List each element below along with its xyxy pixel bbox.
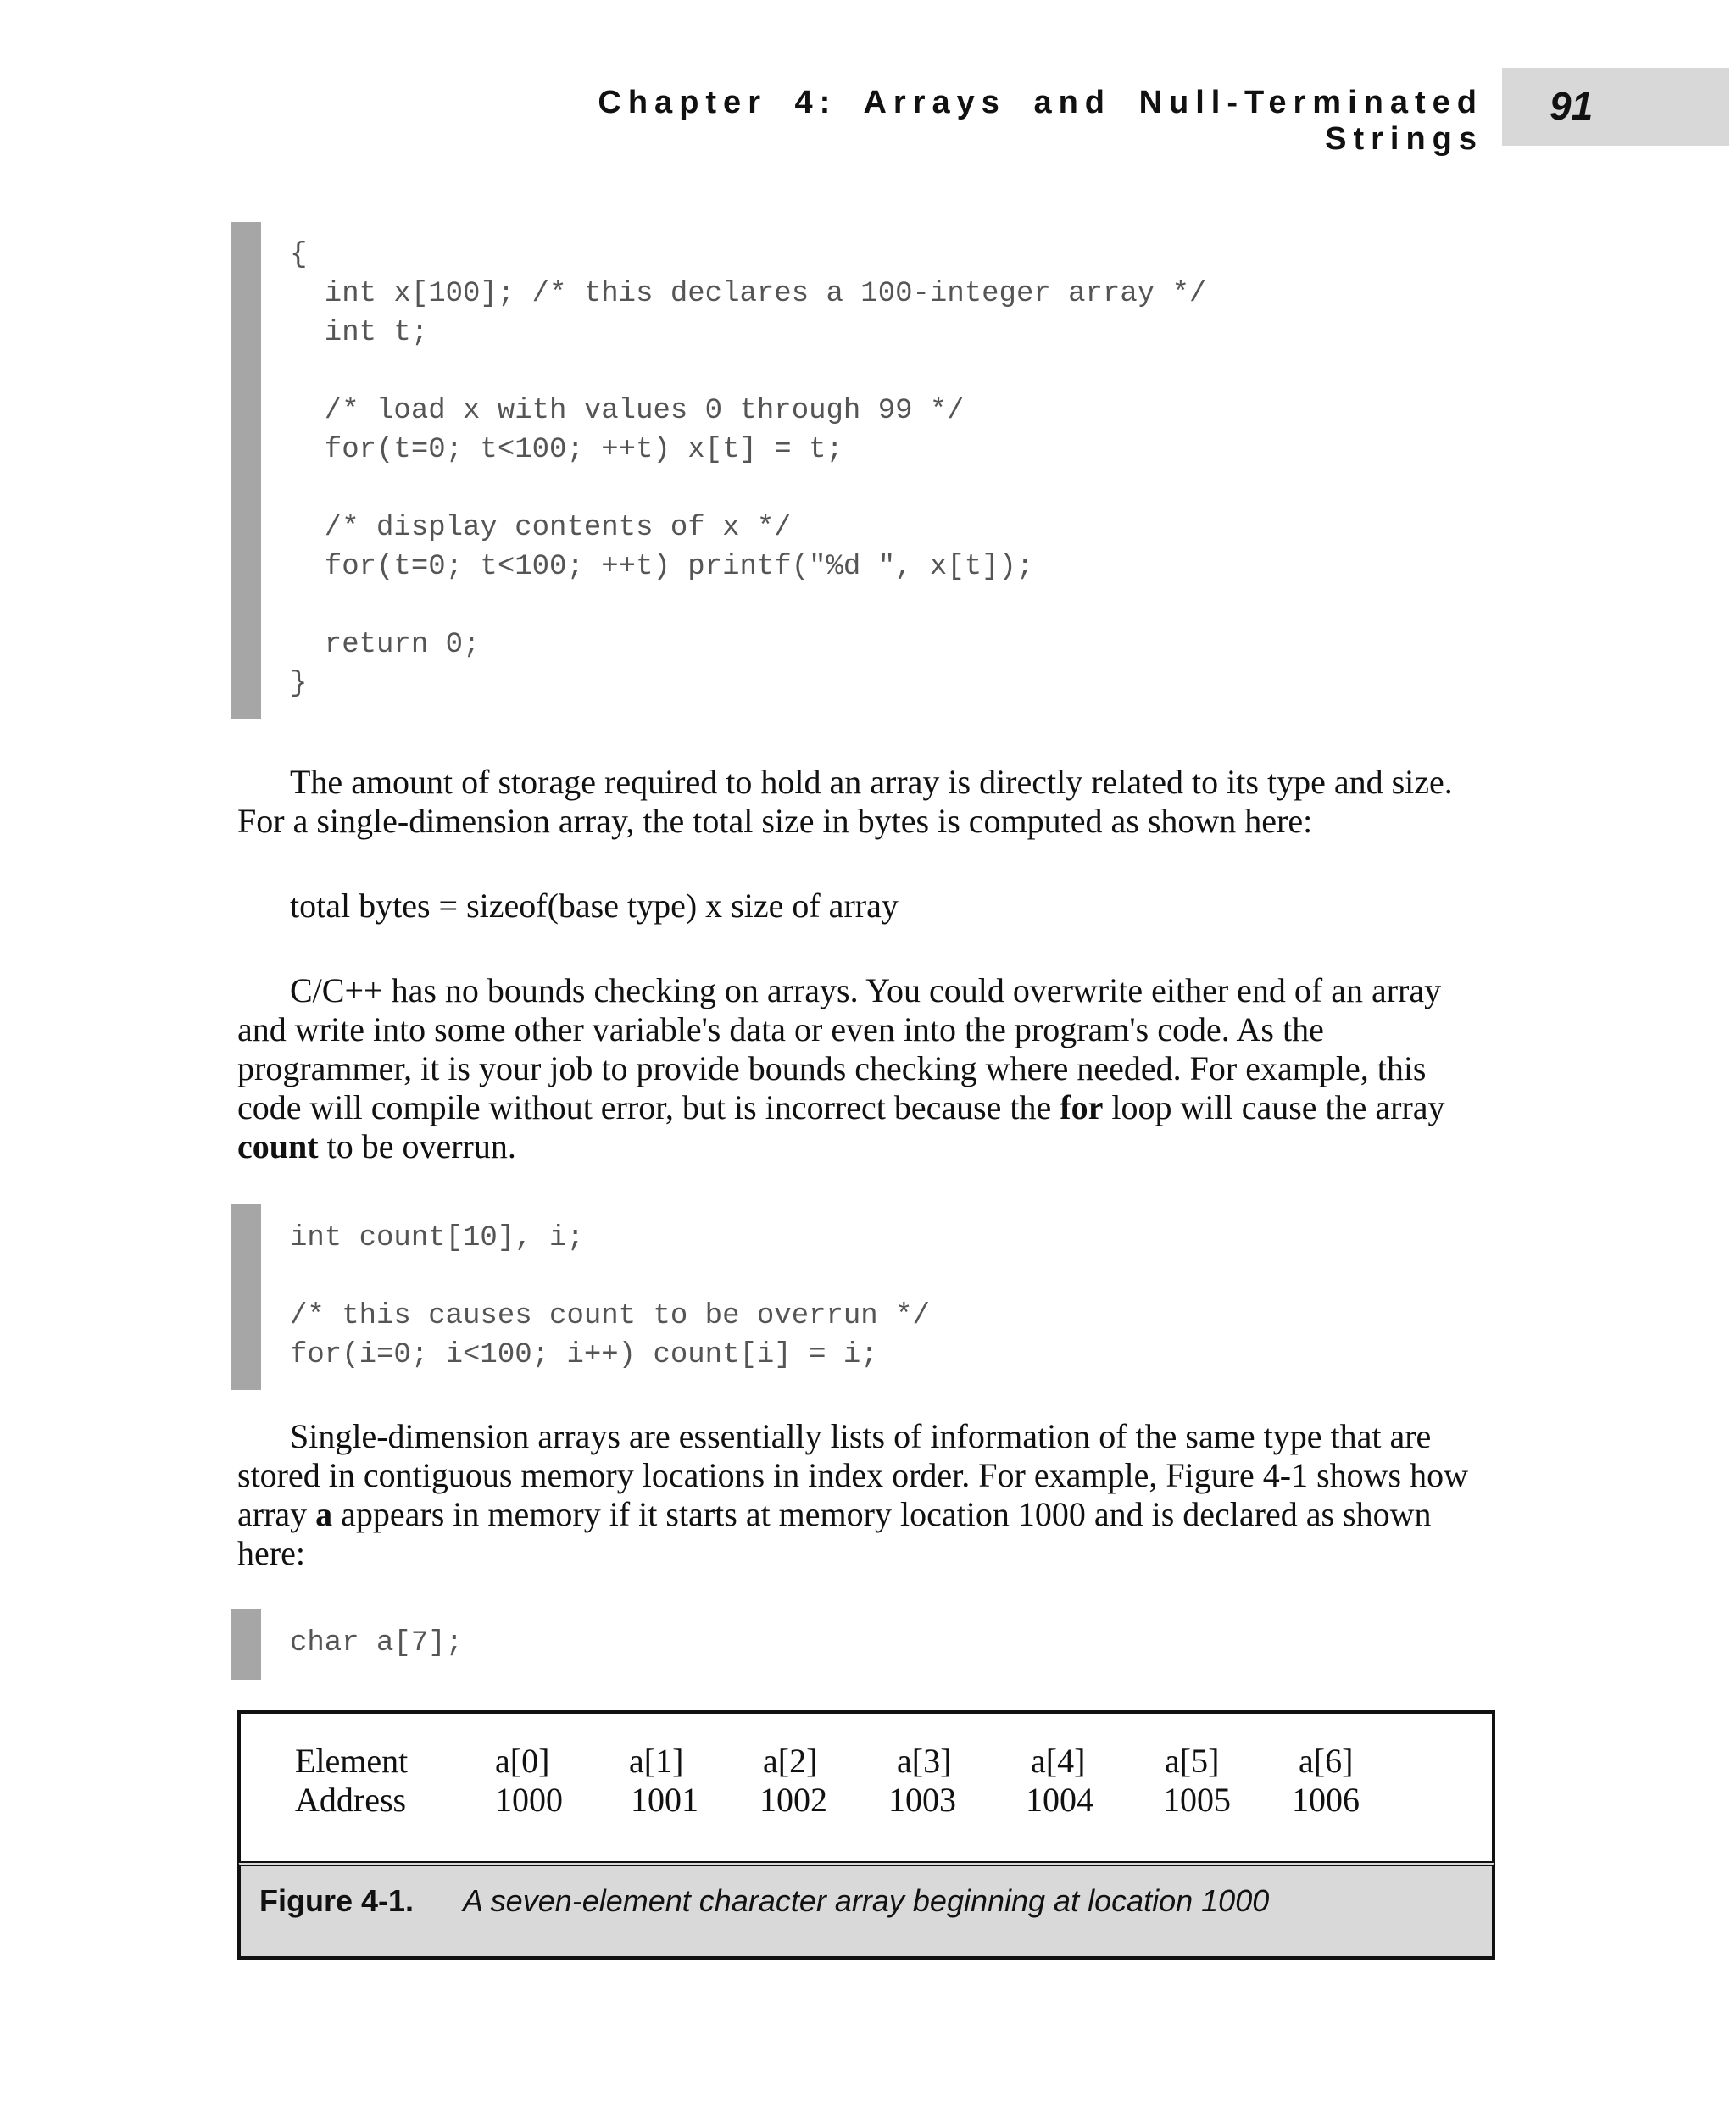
chapter-header: Chapter 4: Arrays and Null-Terminated Strings <box>598 85 1483 157</box>
element-cell: a[6] <box>1299 1742 1354 1780</box>
address-cell: 1003 <box>888 1781 956 1819</box>
paragraph-text: loop will cause the array <box>1103 1088 1445 1126</box>
paragraph-text: Single-dimension arrays are essentially lists of information of the same type that are stored in contiguous memory locations in index order. For example, Figure 4-1 shows how array <box>237 1417 1469 1533</box>
address-cell: 1006 <box>1292 1781 1360 1819</box>
address-cell: 1004 <box>1026 1781 1093 1819</box>
paragraph-storage: The amount of storage required to hold an array is directly related to its type and size. For a single-dimension array, the total size in bytes is computed as shown here: <box>237 763 1453 840</box>
paragraph-text: C/C++ has no bounds checking on arrays. You could overwrite either end of an array and write into some other variable's data or even into the program's code. As the programmer, it is your job to provide bounds checking where needed. For example, this code will compile without error, but is incorrect because the <box>237 971 1442 1126</box>
figure-caption <box>237 1861 1495 1960</box>
code-listing: { int x[100]; /* this declares a 100-integer array */ int t; /* load x with values 0 through 99 */ for(t=0; t<100; ++t) x[t] = t; /* display contents of x */ for(t=0; t<100; ++t) printf("%d ", x[t]); return 0; } <box>290 239 1207 700</box>
address-label: Address <box>295 1781 407 1819</box>
code-block-bar <box>231 1609 261 1680</box>
address-cell: 1002 <box>760 1781 827 1819</box>
figure-array-layout <box>237 1710 1495 1861</box>
element-label: Element <box>295 1742 409 1780</box>
formula-total-bytes: total bytes = sizeof(base type) x size of array <box>290 887 899 925</box>
code-block-bar <box>231 1204 261 1390</box>
figure-caption-text: A seven-element character array beginning at location 1000 <box>463 1883 1270 1918</box>
element-cell: a[4] <box>1031 1742 1086 1780</box>
page-number-tab <box>1502 68 1729 146</box>
element-cell: a[2] <box>763 1742 818 1780</box>
element-cell: a[1] <box>629 1742 684 1780</box>
element-cell: a[3] <box>897 1742 952 1780</box>
figure-caption-label: Figure 4-1. <box>259 1883 415 1918</box>
address-cell: 1000 <box>495 1781 563 1819</box>
paragraph-single-dimension <box>237 1417 1492 1573</box>
paragraph-bounds-checking <box>237 971 1492 1166</box>
address-cell: 1005 <box>1163 1781 1231 1819</box>
keyword-for: for <box>1060 1088 1104 1126</box>
address-cell: 1001 <box>631 1781 698 1819</box>
keyword-count: count <box>237 1127 319 1165</box>
keyword-a: a <box>315 1495 333 1533</box>
paragraph-text: appears in memory if it starts at memory location 1000 and is declared as shown here: <box>237 1495 1432 1572</box>
code-block-bar <box>231 222 261 719</box>
element-cell: a[0] <box>495 1742 550 1780</box>
element-cell: a[5] <box>1165 1742 1220 1780</box>
page-number: 91 <box>1550 84 1594 128</box>
code-listing: char a[7]; <box>290 1627 464 1659</box>
code-listing: int count[10], i; /* this causes count to be overrun */ for(i=0; i<100; i++) count[i] = i; <box>290 1222 930 1371</box>
paragraph-text: to be overrun. <box>318 1127 516 1165</box>
